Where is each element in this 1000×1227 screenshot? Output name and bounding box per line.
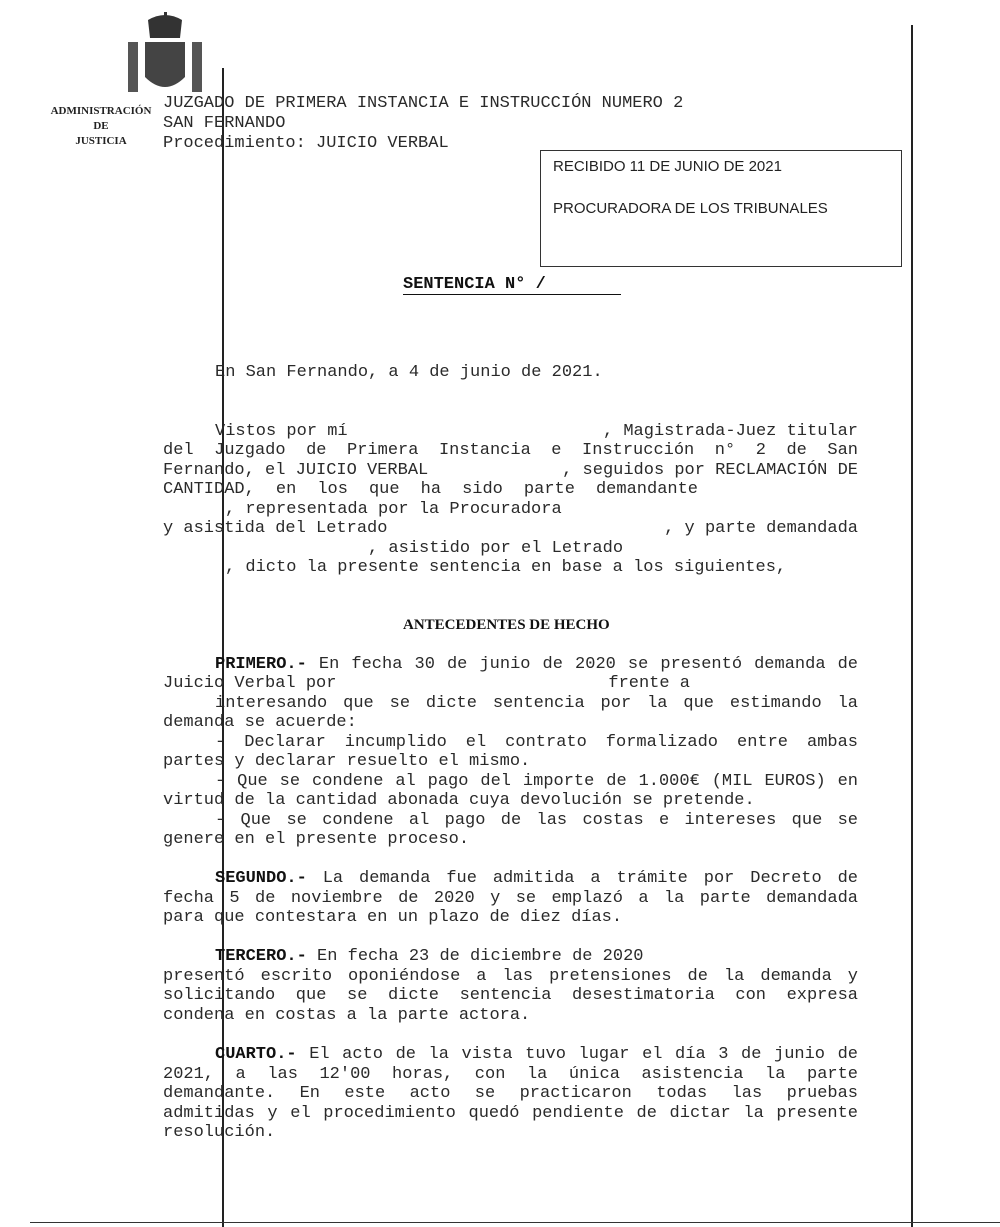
document-title: SENTENCIA N° / xyxy=(403,275,621,295)
section-heading: ANTECEDENTES DE HECHO xyxy=(403,617,610,633)
intro-line xyxy=(163,461,858,480)
received-stamp xyxy=(540,150,902,267)
label: PRIMERO.- xyxy=(215,655,307,674)
segundo-line: fecha 5 de noviembre de 2020 y se emplazó a la parte demandada xyxy=(163,889,858,908)
text: Fernando, el JUICIO VERBAL xyxy=(163,461,429,480)
primero-line xyxy=(215,655,858,674)
primero-line: - Declarar incumplido el contrato formalizado entre ambas xyxy=(215,733,858,752)
intro-line: , asistido por el Letrado xyxy=(368,539,624,558)
tercero-line: condena en costas a la parte actora. xyxy=(163,1006,531,1025)
tercero-line: solicitando que se dicte sentencia desestimatoria con expresa xyxy=(163,986,858,1005)
text: , Magistrada-Juez titular xyxy=(602,422,858,441)
tercero-line: presentó escrito oponiéndose a las pretensiones de la demanda y xyxy=(163,967,858,986)
cuarto-line: resolución. xyxy=(163,1123,276,1142)
logo-caption-line: DE xyxy=(93,120,109,132)
primero-line xyxy=(163,674,690,693)
segundo-line xyxy=(215,869,858,888)
cuarto-line xyxy=(215,1045,858,1064)
logo-caption xyxy=(45,104,157,149)
intro-line: , representada por la Procuradora xyxy=(225,500,562,519)
text: , seguidos por RECLAMACIÓN DE xyxy=(562,461,858,480)
primero-line: partes y declarar resuelto el mismo. xyxy=(163,752,531,771)
cuarto-line: 2021, a las 12'00 horas, con la única asistencia la parte xyxy=(163,1065,858,1084)
text: El acto de la vista tuvo lugar el día 3 de junio de xyxy=(309,1045,858,1064)
primero-line: - Que se condene al pago de las costas e intereses que se xyxy=(215,811,858,830)
text: y asistida del Letrado xyxy=(163,519,388,538)
procedure: Procedimiento: JUICIO VERBAL xyxy=(163,134,449,153)
text: , y parte demandada xyxy=(664,519,858,538)
primero-line: demanda se acuerde: xyxy=(163,713,357,732)
text: Juicio Verbal por xyxy=(163,674,337,693)
label: SEGUNDO.- xyxy=(215,869,307,888)
tercero-line xyxy=(215,947,643,966)
stamp-line-1: RECIBIDO 11 DE JUNIO DE 2021 xyxy=(553,158,782,175)
label: CUARTO.- xyxy=(215,1045,297,1064)
label: TERCERO.- xyxy=(215,947,307,966)
primero-line: virtud de la cantidad abonada cuya devolución se pretende. xyxy=(163,791,755,810)
primero-line: interesando que se dicte sentencia por la que estimando la xyxy=(215,694,858,713)
court-city: SAN FERNANDO xyxy=(163,114,286,133)
primero-line: genere en el presente proceso. xyxy=(163,830,470,849)
text: En fecha 30 de junio de 2020 se presentó demanda de xyxy=(318,655,858,674)
primero-line: - Que se condene al pago del importe de 1.000€ (MIL EUROS) en xyxy=(215,772,858,791)
intro-line: CANTIDAD, en los que ha sido parte demandante xyxy=(163,480,698,499)
intro-line: , dicto la presente sentencia en base a los siguientes, xyxy=(225,558,787,577)
intro-line xyxy=(163,519,858,538)
date-line: En San Fernando, a 4 de junio de 2021. xyxy=(215,363,603,382)
segundo-line: para que contestara en un plazo de diez días. xyxy=(163,908,623,927)
logo-caption-line: ADMINISTRACIÓN xyxy=(50,105,152,117)
intro-line xyxy=(215,422,858,441)
stamp-line-2: PROCURADORA DE LOS TRIBUNALES xyxy=(553,200,828,217)
intro-line: del Juzgado de Primera Instancia e Instrucción n° 2 de San xyxy=(163,441,858,460)
text: En fecha 23 de diciembre de 2020 xyxy=(317,947,644,966)
text: frente a xyxy=(608,674,690,693)
bottom-rule xyxy=(30,1222,1000,1223)
margin-line-right xyxy=(911,25,913,1227)
text: Vistos por mí xyxy=(215,422,348,441)
coat-of-arms-logo xyxy=(120,12,210,100)
cuarto-line: demandante. En este acto se practicaron todas las pruebas xyxy=(163,1084,858,1103)
logo-caption-line: JUSTICIA xyxy=(75,135,127,147)
text: La demanda fue admitida a trámite por Decreto de xyxy=(322,869,858,888)
cuarto-line: admitidas y el procedimiento quedó pendiente de dictar la presente xyxy=(163,1104,858,1123)
court-name: JUZGADO DE PRIMERA INSTANCIA E INSTRUCCIÓN NUMERO 2 xyxy=(163,94,684,113)
